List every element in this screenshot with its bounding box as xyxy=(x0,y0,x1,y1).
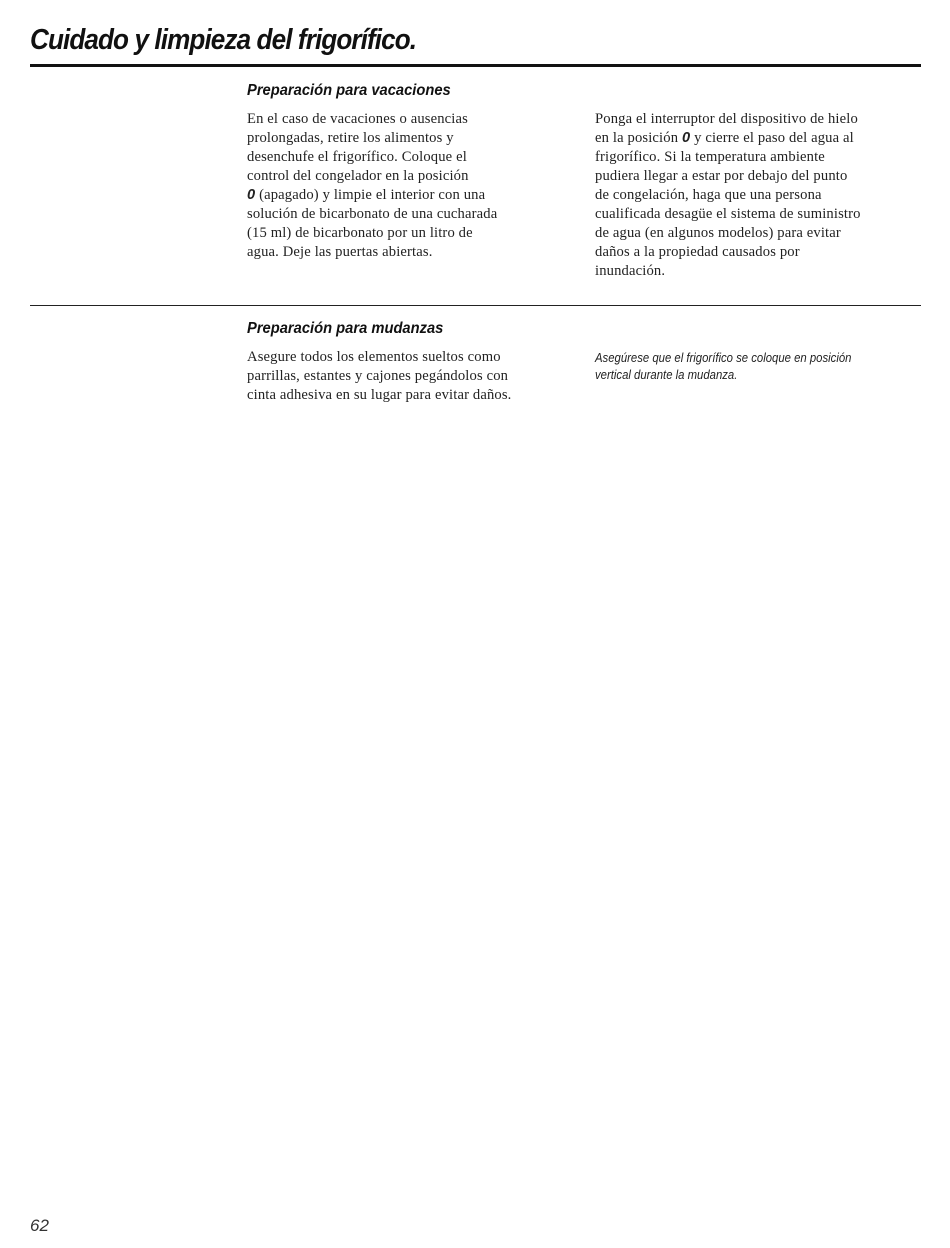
text-line: agua. Deje las puertas abiertas. xyxy=(247,244,433,260)
mudanzas-note xyxy=(595,350,892,384)
note-line: Asegúrese que el frigorífico se coloque en posición xyxy=(595,351,852,365)
text-line: desenchufe el frigorífico. Coloque el xyxy=(247,149,467,165)
text-line: cualificada desagüe el sistema de suministro xyxy=(595,206,861,222)
text-line: Ponga el interruptor del dispositivo de hielo xyxy=(595,111,858,127)
text-line: de congelación, haga que una persona xyxy=(595,187,822,203)
text-line: En el caso de vacaciones o ausencias xyxy=(247,111,468,127)
note-line: vertical durante la mudanza. xyxy=(595,368,738,382)
text-fragment: y cierre el paso del agua al xyxy=(694,130,854,146)
text-line: control del congelador en la posición xyxy=(247,168,469,184)
page-number: 62 xyxy=(30,1216,49,1235)
text-fragment: en la posición xyxy=(595,130,679,146)
text-line: (15 ml) de bicarbonato por un litro de xyxy=(247,225,473,241)
text-fragment: (apagado) y limpie el interior con una xyxy=(259,187,486,203)
mudanzas-heading: Preparación para mudanzas xyxy=(247,320,444,337)
mudanzas-left-column xyxy=(247,348,577,405)
text-line: prolongadas, retire los alimentos y xyxy=(247,130,454,146)
text-line xyxy=(247,186,577,205)
text-line xyxy=(595,129,925,148)
zero-symbol: 0 xyxy=(247,187,256,203)
text-line: frigorífico. Si la temperatura ambiente xyxy=(595,149,825,165)
vacaciones-left-column xyxy=(247,110,577,262)
text-line: inundación. xyxy=(595,263,666,279)
text-line: daños a la propiedad causados por xyxy=(595,244,800,260)
text-line: pudiera llegar a estar por debajo del punto xyxy=(595,168,848,184)
section-divider xyxy=(30,305,921,306)
vacaciones-heading: Preparación para vacaciones xyxy=(247,82,451,99)
text-line: cinta adhesiva en su lugar para evitar daños. xyxy=(247,387,512,403)
text-line: solución de bicarbonato de una cucharada xyxy=(247,206,498,222)
text-line: Asegure todos los elementos sueltos como xyxy=(247,349,501,365)
text-line: parrillas, estantes y cajones pegándolos con xyxy=(247,368,509,384)
title-rule xyxy=(30,64,921,67)
zero-symbol: 0 xyxy=(681,130,691,146)
page-title: Cuidado y limpieza del frigorífico. xyxy=(30,24,417,56)
vacaciones-right-column xyxy=(595,110,925,281)
text-line: de agua (en algunos modelos) para evitar xyxy=(595,225,841,241)
